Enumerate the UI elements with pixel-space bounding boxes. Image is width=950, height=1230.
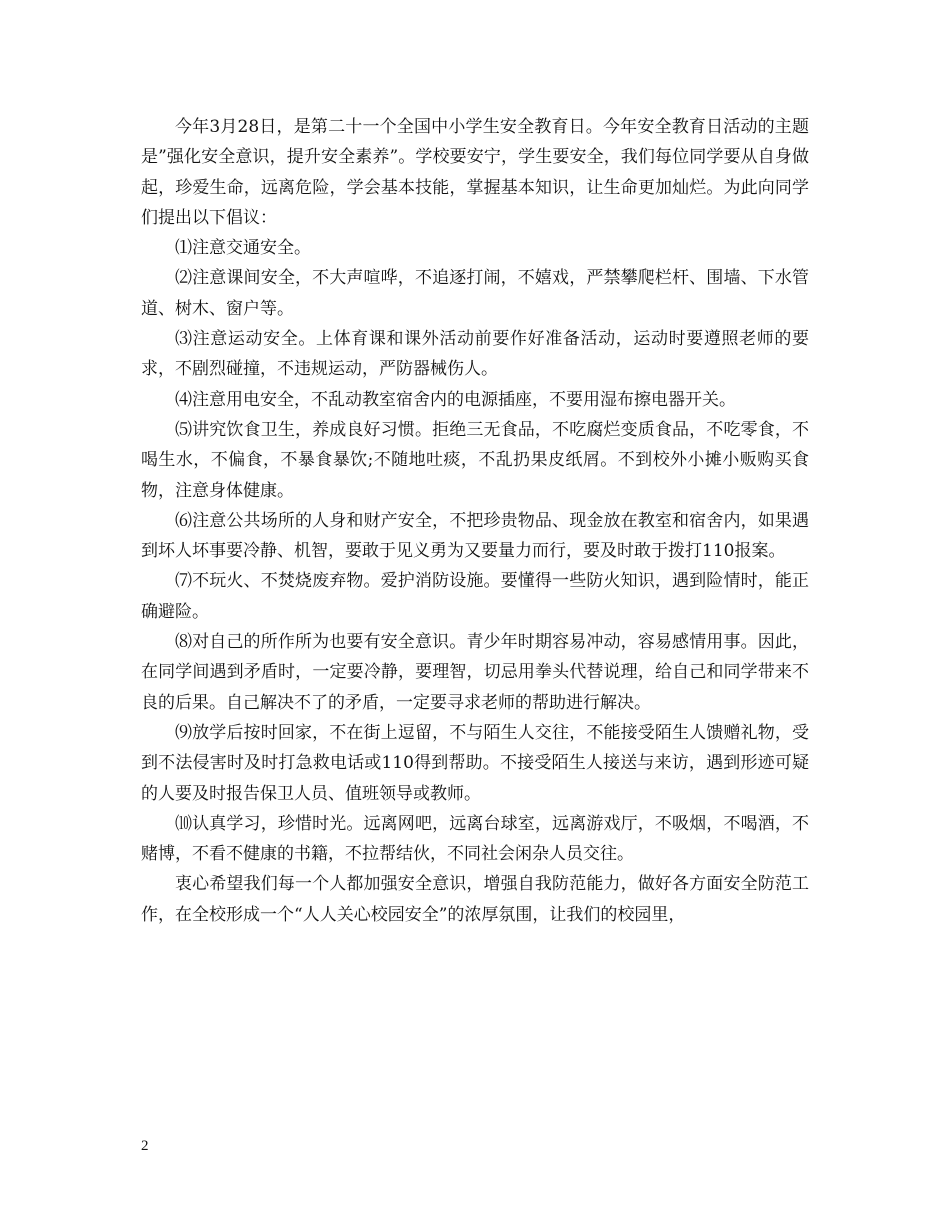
paragraph-intro: 今年3月28日，是第二十一个全国中小学生安全教育日。今年安全教育日活动的主题是”强化安全意识，提升安全素养”。学校要安宁，学生要安全，我们每位同学要从自身做起，珍爱生命，远离危险，学会基本技能，掌握基本知识，让生命更加灿烂。为此向同学们提出以下倡议： — [141, 117, 809, 228]
paragraph-item-1: ⑴注意交通安全。 — [175, 238, 311, 259]
paragraph-item-10: ⑽认真学习，珍惜时光。远离网吧，远离台球室，远离游戏厅，不吸烟，不喝酒，不赌博，不看不健康的书籍，不拉帮结伙，不同社会闲杂人员交往。 — [141, 813, 809, 865]
paragraph-item-6: ⑹注意公共场所的人身和财产安全，不把珍贵物品、现金放在教室和宿舍内，如果遇到坏人坏事要冷静、机智，要敢于见义勇为又要量力而行，要及时敢于拨打110报案。 — [141, 510, 809, 562]
paragraph-item-3: ⑶注意运动安全。上体育课和课外活动前要作好准备活动，运动时要遵照老师的要求，不剧烈碰撞，不违规运动，严防器械伤人。 — [141, 329, 809, 380]
paragraph-item-2: ⑵注意课间安全，不大声喧哗，不追逐打闹，不嬉戏，严禁攀爬栏杆、围墙、下水管道、树木、窗户等。 — [141, 268, 809, 319]
paragraph-item-4: ⑷注意用电安全，不乱动教室宿舍内的电源插座，不要用湿布擦电器开关。 — [175, 389, 736, 410]
paragraph-item-9: ⑼放学后按时回家，不在街上逗留，不与陌生人交往，不能接受陌生人馈赠礼物，受到不法侵害时及时打急救电话或110得到帮助。不接受陌生人接送与来访，遇到形迹可疑的人要及时报告保卫人员、值班领导或教师。 — [141, 722, 809, 804]
document-body — [141, 112, 809, 930]
paragraph-item-7: ⑺不玩火、不焚烧废弃物。爱护消防设施。要懂得一些防火知识，遇到险情时，能正确避险。 — [141, 571, 809, 622]
page-number: 2 — [141, 1138, 149, 1154]
paragraph-closing: 衷心希望我们每一个人都加强安全意识，增强自我防范能力，做好各方面安全防范工作，在全校形成一个“人人关心校园安全”的浓厚氛围，让我们的校园里， — [141, 874, 809, 925]
paragraph-item-5: ⑸讲究饮食卫生，养成良好习惯。拒绝三无食品，不吃腐烂变质食品，不吃零食，不喝生水，不偏食，不暴食暴饮;不随地吐痰，不乱扔果皮纸屑。不到校外小摊小贩购买食物，注意身体健康。 — [141, 419, 809, 501]
paragraph-item-8: ⑻对自己的所作所为也要有安全意识。青少年时期容易冲动，容易感情用事。因此，在同学间遇到矛盾时，一定要冷静，要理智，切忌用拳头代替说理，给自己和同学带来不良的后果。自己解决不了的矛盾，一定要寻求老师的帮助进行解决。 — [141, 632, 809, 713]
